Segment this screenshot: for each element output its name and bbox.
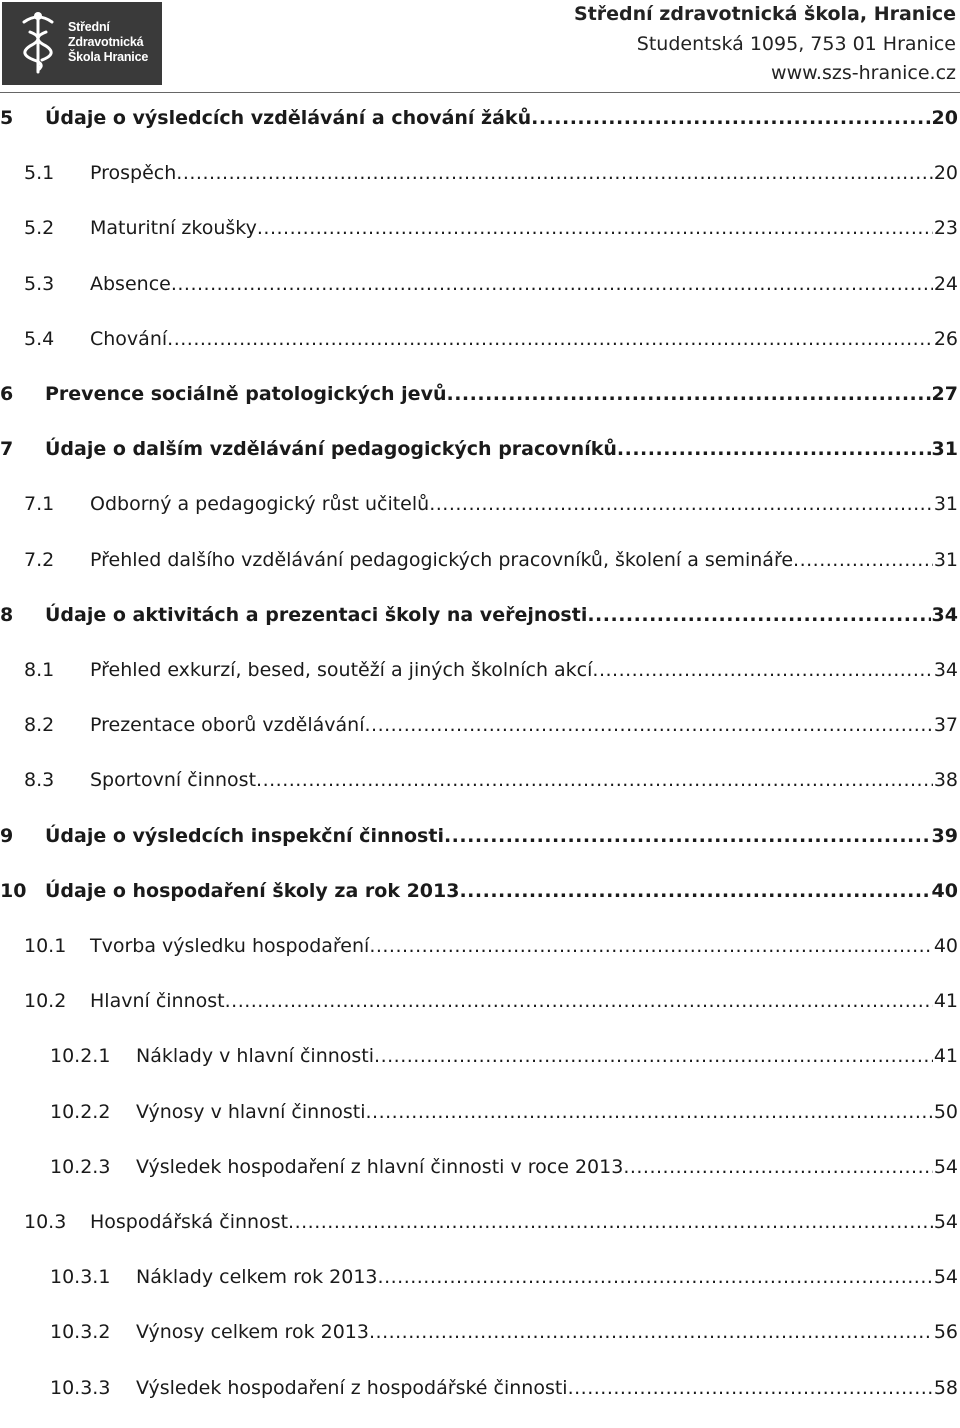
school-logo bbox=[2, 2, 162, 85]
toc-entry-number: 9 bbox=[0, 824, 14, 847]
toc-entry-title: Výsledek hospodaření z hospodářské činnosti bbox=[136, 1376, 568, 1399]
toc-entry-number: 8.1 bbox=[24, 659, 55, 681]
toc-entry-number: 5.2 bbox=[24, 217, 55, 240]
toc-entry-page: 40 bbox=[933, 935, 958, 957]
toc-entry[interactable] bbox=[0, 820, 958, 852]
toc-entry[interactable] bbox=[0, 1206, 958, 1238]
toc-entry-number: 10.2 bbox=[24, 990, 67, 1013]
toc-entry-number: 10.3 bbox=[24, 1211, 67, 1233]
toc-dot-leader bbox=[587, 599, 930, 631]
toc-entry-title: Hospodářská činnost bbox=[90, 1211, 289, 1233]
toc-dot-leader bbox=[793, 544, 933, 576]
toc-dot-leader bbox=[374, 1040, 933, 1072]
toc-entry-page: 50 bbox=[933, 1100, 958, 1123]
toc-entry-page: 40 bbox=[931, 879, 958, 902]
toc-dot-leader bbox=[369, 1316, 933, 1348]
toc-entry-title: Údaje o hospodaření školy za rok 2013 bbox=[45, 879, 460, 902]
toc-entry-title: Odborný a pedagogický růst učitelů bbox=[90, 493, 430, 516]
toc-entry-number: 7.1 bbox=[24, 493, 55, 516]
toc-dot-leader bbox=[429, 488, 933, 520]
toc-entry-title: Prezentace oborů vzdělávání bbox=[90, 714, 365, 737]
toc-entry-page: 34 bbox=[933, 659, 958, 681]
toc-entry[interactable] bbox=[0, 1261, 958, 1293]
caduceus-icon bbox=[16, 10, 60, 76]
logo-line-2: Zdravotnická bbox=[68, 35, 144, 49]
school-address: Studentská 1095, 753 01 Hranice bbox=[636, 32, 956, 55]
school-info bbox=[574, 0, 956, 89]
toc-entry-title: Hlavní činnost bbox=[90, 990, 225, 1013]
toc-dot-leader bbox=[592, 654, 932, 686]
toc-entry[interactable] bbox=[0, 1096, 958, 1128]
toc-entry-page: 24 bbox=[933, 272, 958, 295]
toc-entry-page: 34 bbox=[931, 603, 958, 626]
toc-entry-number: 10.3.3 bbox=[50, 1376, 111, 1399]
toc-entry-page: 54 bbox=[933, 1211, 958, 1233]
toc-dot-leader bbox=[171, 268, 933, 300]
toc-entry-number: 5.3 bbox=[24, 272, 55, 295]
header-divider bbox=[0, 92, 960, 93]
toc-entry-title: Prospěch bbox=[90, 162, 177, 185]
toc-dot-leader bbox=[369, 930, 933, 962]
toc-entry-title: Maturitní zkoušky bbox=[90, 217, 257, 240]
toc-entry-number: 5 bbox=[0, 107, 14, 129]
toc-entry-page: 38 bbox=[933, 769, 958, 792]
toc-dot-leader bbox=[256, 764, 933, 796]
toc-entry[interactable] bbox=[0, 985, 958, 1017]
toc-entry-number: 7.2 bbox=[24, 548, 55, 571]
toc-entry-page: 26 bbox=[933, 327, 958, 350]
toc-dot-leader bbox=[257, 212, 933, 244]
toc-entry-title: Absence bbox=[90, 272, 171, 295]
toc-entry-page: 37 bbox=[933, 714, 958, 737]
toc-entry-page: 41 bbox=[933, 990, 958, 1013]
toc-entry[interactable] bbox=[0, 1316, 958, 1348]
toc-entry-number: 8.2 bbox=[24, 714, 55, 737]
toc-entry[interactable] bbox=[0, 323, 958, 355]
school-website: www.szs-hranice.cz bbox=[771, 62, 956, 84]
logo-line-1: Střední bbox=[68, 20, 110, 34]
toc-entry-page: 20 bbox=[931, 107, 958, 129]
toc-entry-number: 10.2.2 bbox=[50, 1100, 111, 1123]
toc-entry-page: 31 bbox=[933, 493, 958, 516]
toc-entry-number: 10.2.1 bbox=[50, 1045, 111, 1068]
toc-dot-leader bbox=[288, 1206, 933, 1238]
toc-entry-page: 31 bbox=[931, 438, 958, 461]
toc-entry[interactable] bbox=[0, 1040, 958, 1072]
toc-entry-page: 41 bbox=[933, 1045, 958, 1068]
toc-dot-leader bbox=[378, 1261, 933, 1293]
toc-entry-page: 23 bbox=[933, 217, 958, 240]
toc-entry-title: Tvorba výsledku hospodaření bbox=[90, 935, 370, 957]
toc-dot-leader bbox=[364, 709, 932, 741]
toc-entry-number: 8 bbox=[0, 603, 14, 626]
toc-entry-title: Údaje o aktivitách a prezentaci školy na veřejnosti bbox=[45, 603, 588, 626]
toc-dot-leader bbox=[444, 820, 931, 852]
toc-entry[interactable] bbox=[0, 212, 958, 244]
toc-entry[interactable] bbox=[0, 654, 958, 686]
toc-dot-leader bbox=[531, 102, 930, 134]
toc-dot-leader bbox=[446, 378, 930, 410]
toc-entry-page: 54 bbox=[933, 1266, 958, 1289]
toc-entry[interactable] bbox=[0, 268, 958, 300]
toc-entry-title: Údaje o výsledcích vzdělávání a chování žáků bbox=[45, 107, 532, 129]
toc-entry-number: 10.3.1 bbox=[50, 1266, 111, 1289]
toc-entry-number: 10.1 bbox=[24, 935, 67, 957]
toc-entry-number: 7 bbox=[0, 438, 14, 461]
toc-entry-title: Údaje o dalším vzdělávání pedagogických pracovníků bbox=[45, 438, 617, 461]
toc-entry-title: Přehled dalšího vzdělávání pedagogických pracovníků, školení a semináře bbox=[90, 548, 794, 571]
toc-dot-leader bbox=[623, 1151, 933, 1183]
toc-entry-page: 27 bbox=[931, 383, 958, 405]
toc-entry-number: 10.3.2 bbox=[50, 1321, 111, 1344]
toc-entry-title: Chování bbox=[90, 327, 168, 350]
toc-entry-number: 10.2.3 bbox=[50, 1155, 111, 1178]
toc-entry-title: Sportovní činnost bbox=[90, 769, 257, 792]
toc-entry[interactable] bbox=[0, 764, 958, 796]
toc-dot-leader bbox=[366, 1096, 933, 1128]
toc-entry[interactable] bbox=[0, 875, 958, 907]
toc-entry[interactable] bbox=[0, 1372, 958, 1404]
toc-entry[interactable] bbox=[0, 599, 958, 631]
toc-entry-title: Údaje o výsledcích inspekční činnosti bbox=[45, 824, 444, 847]
toc-entry[interactable] bbox=[0, 709, 958, 741]
toc-entry-page: 58 bbox=[933, 1376, 958, 1399]
toc-entry-number: 8.3 bbox=[24, 769, 55, 792]
toc-entry-page: 54 bbox=[933, 1155, 958, 1178]
toc-dot-leader bbox=[225, 985, 933, 1017]
toc-entry-number: 5.4 bbox=[24, 327, 55, 350]
toc-entry-page: 39 bbox=[931, 824, 958, 847]
toc-entry-title: Výsledek hospodaření z hlavní činnosti v roce 2013 bbox=[136, 1155, 624, 1178]
toc-entry-title: Výnosy v hlavní činnosti bbox=[136, 1100, 366, 1123]
toc-entry[interactable] bbox=[0, 102, 958, 134]
toc-dot-leader bbox=[459, 875, 930, 907]
toc-entry-title: Prevence sociálně patologických jevů bbox=[45, 383, 447, 405]
toc-entry[interactable] bbox=[0, 433, 958, 465]
toc-entry-title: Náklady celkem rok 2013 bbox=[136, 1266, 378, 1289]
toc-dot-leader bbox=[176, 157, 933, 189]
toc-entry-title: Náklady v hlavní činnosti bbox=[136, 1045, 375, 1068]
toc-dot-leader bbox=[167, 323, 933, 355]
toc-entry-page: 56 bbox=[933, 1321, 958, 1344]
toc-entry-page: 31 bbox=[933, 548, 958, 571]
toc-entry-title: Výnosy celkem rok 2013 bbox=[136, 1321, 369, 1344]
toc-dot-leader bbox=[568, 1372, 933, 1404]
toc-entry[interactable] bbox=[0, 930, 958, 962]
toc-entry[interactable] bbox=[0, 378, 958, 410]
logo-line-3: Škola Hranice bbox=[68, 50, 149, 64]
toc-entry-number: 10 bbox=[0, 879, 27, 902]
toc-entry-number: 5.1 bbox=[24, 162, 55, 185]
toc-entry-title: Přehled exkurzí, besed, soutěží a jiných školních akcí bbox=[90, 659, 593, 681]
toc-entry-page: 20 bbox=[933, 162, 958, 185]
toc-entry[interactable] bbox=[0, 544, 958, 576]
toc-entry[interactable] bbox=[0, 1151, 958, 1183]
page-header bbox=[0, 0, 960, 95]
school-name: Střední zdravotnická škola, Hranice bbox=[574, 3, 956, 25]
toc-entry[interactable] bbox=[0, 157, 958, 189]
toc-entry-number: 6 bbox=[0, 383, 14, 405]
toc-entry[interactable] bbox=[0, 488, 958, 520]
toc-dot-leader bbox=[617, 433, 931, 465]
